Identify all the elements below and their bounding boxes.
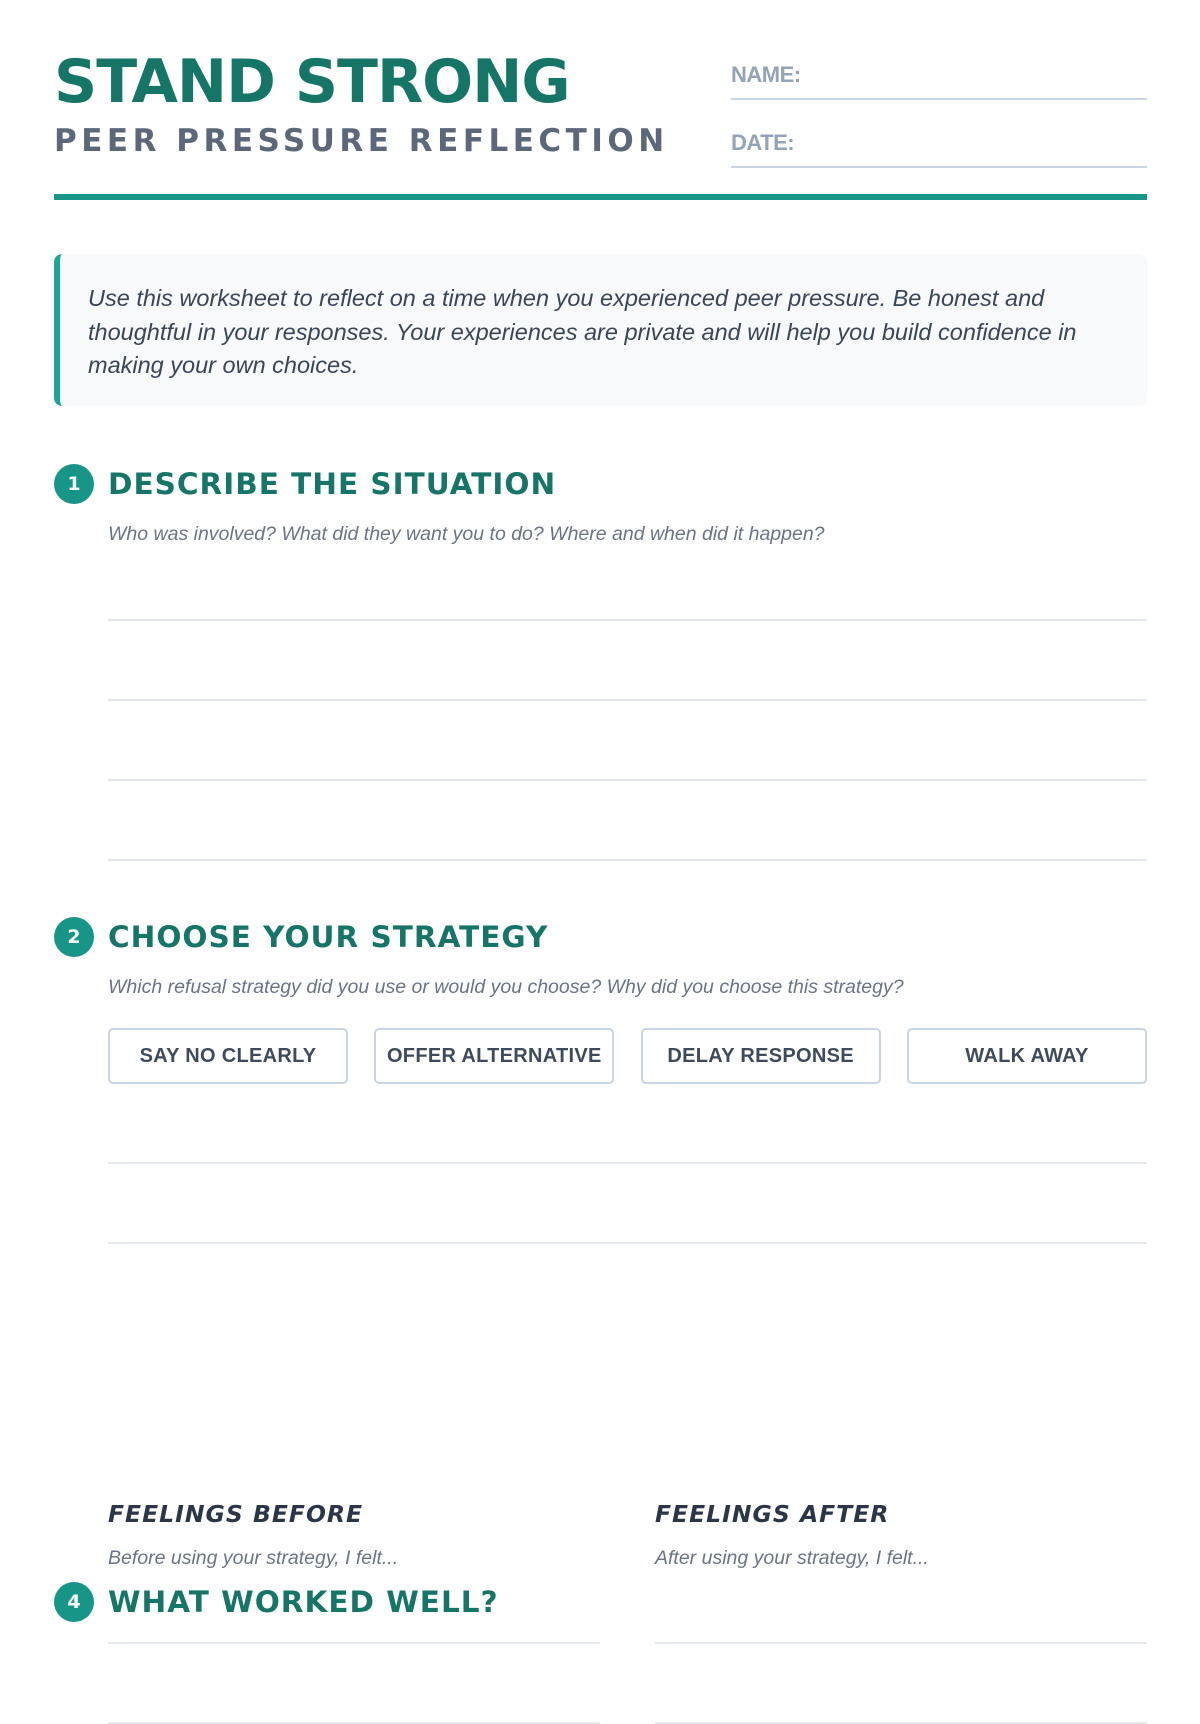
section-number-badge: 2 [54, 917, 94, 957]
feelings-after-prompt: After using your strategy, I felt... [655, 1547, 929, 1569]
worksheet-title: STAND STRONG [54, 47, 570, 117]
section-title: WHAT WORKED WELL? [108, 1585, 499, 1619]
writing-line[interactable] [108, 779, 1147, 781]
feelings-before-title: FEELINGS BEFORE [108, 1500, 364, 1528]
section-title: CHOOSE YOUR STRATEGY [108, 920, 549, 954]
name-field[interactable] [731, 60, 1147, 100]
section-number-badge: 4 [54, 1582, 94, 1622]
section-2-header [54, 917, 548, 957]
section-2-prompt: Which refusal strategy did you use or would you choose? Why did you choose this strategy? [108, 976, 904, 998]
strategy-options [108, 1028, 1147, 1084]
name-label: NAME: [731, 62, 801, 87]
section-1-header [54, 464, 556, 504]
writing-line[interactable] [108, 1162, 1147, 1164]
writing-line[interactable] [108, 699, 1147, 701]
header-divider [54, 194, 1147, 200]
section-1-prompt: Who was involved? What did they want you to do? Where and when did it happen? [108, 523, 825, 545]
strategy-offer-alternative-button[interactable]: OFFER ALTERNATIVE [374, 1028, 614, 1084]
section-4-header [54, 1582, 499, 1622]
worksheet-page [54, 0, 1147, 1619]
writing-line[interactable] [108, 1242, 1147, 1244]
strategy-say-no-clearly-button[interactable]: SAY NO CLEARLY [108, 1028, 348, 1084]
strategy-walk-away-button[interactable]: WALK AWAY [907, 1028, 1147, 1084]
writing-line[interactable] [108, 1642, 600, 1644]
writing-line[interactable] [108, 619, 1147, 621]
strategy-delay-response-button[interactable]: DELAY RESPONSE [641, 1028, 881, 1084]
date-field[interactable] [731, 128, 1147, 168]
writing-line[interactable] [108, 859, 1147, 861]
worksheet-header [54, 0, 1147, 200]
feelings-after-title: FEELINGS AFTER [655, 1500, 890, 1528]
feelings-before-prompt: Before using your strategy, I felt... [108, 1547, 399, 1569]
date-label: DATE: [731, 130, 795, 155]
worksheet-subtitle: PEER PRESSURE REFLECTION [54, 123, 669, 159]
section-title: DESCRIBE THE SITUATION [108, 467, 557, 501]
intro-callout: Use this worksheet to reflect on a time when you experienced peer pressure. Be honest and thoughtful in your responses. Your experiences are private and will help you build confidence in making your own choices. [54, 254, 1147, 406]
section-number-badge: 1 [54, 464, 94, 504]
writing-line[interactable] [655, 1642, 1147, 1644]
